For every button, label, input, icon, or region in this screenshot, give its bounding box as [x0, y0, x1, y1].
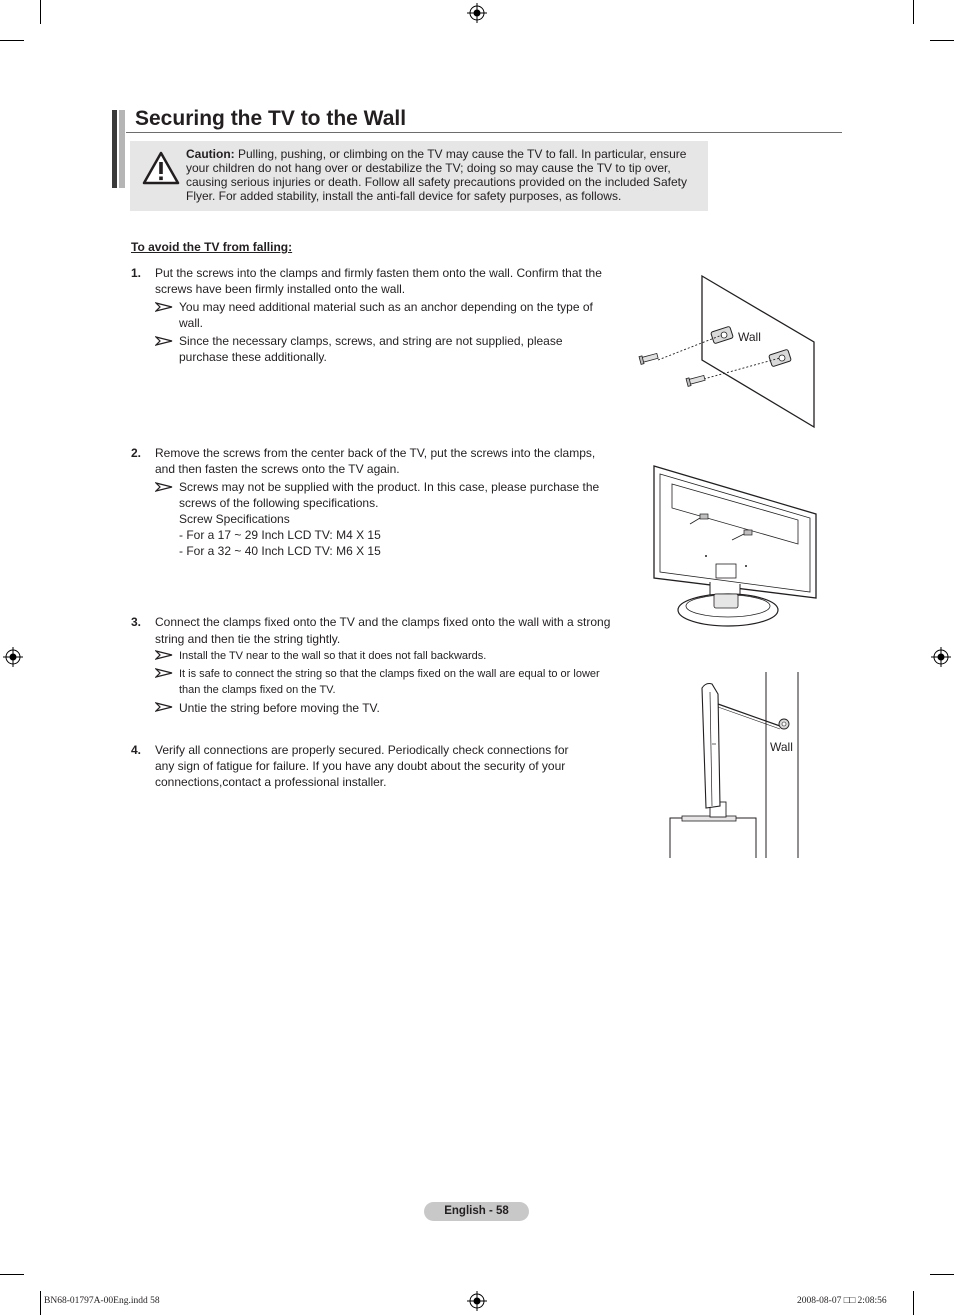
note-line: wall.	[179, 316, 204, 330]
step-line: Verify all connections are properly secured. Periodically check connections for	[155, 743, 569, 757]
crop-mark	[913, 1291, 914, 1315]
step-text	[155, 742, 625, 790]
tv-back-illustration	[648, 462, 820, 632]
note-line: Install the TV near to the wall so that it does not fall backwards.	[179, 650, 487, 662]
title-accent-bar	[112, 110, 117, 188]
step-line: string and then tie the string tightly.	[155, 632, 341, 646]
step-line: screws have been firmly installed onto the wall.	[155, 282, 406, 296]
note-line: - For a 17 ~ 29 Inch LCD TV: M4 X 15	[179, 528, 381, 542]
caution-box	[130, 141, 708, 211]
step-number: 4.	[131, 743, 142, 757]
crop-mark	[0, 1274, 24, 1275]
note-line: Screw Specifications	[179, 512, 290, 526]
step-number: 3.	[131, 615, 142, 629]
note-text	[179, 333, 624, 365]
print-slug-right: 2008-08-07 □□ 2:08:56	[797, 1296, 887, 1306]
note-line: Untie the string before moving the TV.	[179, 701, 380, 715]
wall-label: Wall	[770, 740, 793, 754]
step-text	[155, 445, 625, 477]
step-text	[155, 614, 625, 648]
section-subheading: To avoid the TV from falling:	[131, 240, 293, 254]
step-number: 2.	[131, 446, 142, 460]
wall-clamp-illustration	[638, 274, 818, 430]
warning-triangle-icon	[142, 151, 180, 185]
crop-mark	[40, 0, 41, 24]
note-text	[179, 479, 624, 559]
note-line: than the clamps fixed on the TV.	[179, 684, 336, 696]
note-line: screws of the following specifications.	[179, 496, 379, 510]
note-arrow-icon	[155, 702, 173, 712]
note-text	[179, 700, 624, 716]
note-arrow-icon	[155, 302, 173, 312]
crop-mark	[913, 0, 914, 24]
step-line: Remove the screws from the center back of the TV, put the screws into the clamps,	[155, 446, 596, 460]
print-slug-left: BN68-01797A-00Eng.indd 58	[44, 1296, 160, 1306]
step-line: connections,contact a professional installer.	[155, 775, 387, 789]
registration-mark-icon	[931, 647, 951, 667]
title-divider	[126, 132, 842, 133]
page-title: Securing the TV to the Wall	[135, 107, 407, 130]
title-accent-bar	[119, 110, 125, 188]
note-line: purchase these additionally.	[179, 350, 327, 364]
wall-label: Wall	[738, 330, 761, 344]
crop-mark	[930, 40, 954, 41]
note-arrow-icon	[155, 482, 173, 492]
step-text	[155, 265, 625, 297]
note-text	[179, 648, 624, 664]
step-line: Put the screws into the clamps and firmly fasten them onto the wall. Confirm that the	[155, 266, 602, 280]
note-text	[179, 666, 624, 698]
caution-text	[186, 147, 704, 203]
crop-mark	[40, 1291, 41, 1315]
crop-mark	[930, 1274, 954, 1275]
note-line: Screws may not be supplied with the product. In this case, please purchase the	[179, 480, 600, 494]
registration-mark-icon	[467, 1291, 487, 1311]
note-text	[179, 299, 624, 331]
step-line: any sign of fatigue for failure. If you have any doubt about the security of your	[155, 759, 566, 773]
note-arrow-icon	[155, 650, 173, 660]
note-arrow-icon	[155, 336, 173, 346]
step-line: Connect the clamps fixed onto the TV and the clamps fixed onto the wall with a strong	[155, 615, 611, 629]
note-line: It is safe to connect the string so that the clamps fixed on the wall are equal to or lower	[179, 668, 600, 680]
tv-tied-to-wall-illustration	[666, 670, 806, 860]
step-number: 1.	[131, 266, 142, 280]
note-line: You may need additional material such as an anchor depending on the type of	[179, 300, 593, 314]
step-line: and then fasten the screws onto the TV again.	[155, 462, 400, 476]
registration-mark-icon	[467, 3, 487, 23]
note-line: Since the necessary clamps, screws, and string are not supplied, please	[179, 334, 563, 348]
caution-label: Caution:	[186, 147, 235, 161]
note-arrow-icon	[155, 668, 173, 678]
crop-mark	[0, 40, 24, 41]
note-line: - For a 32 ~ 40 Inch LCD TV: M6 X 15	[179, 544, 381, 558]
registration-mark-icon	[3, 647, 23, 667]
page-number-badge: English - 58	[424, 1202, 529, 1221]
caution-body: Pulling, pushing, or climbing on the TV may cause the TV to fall. In particular, ensure your children do not hang over or destabilize the TV; doing so may cause the TV to tip over, causing serious injuries or death. Follow all safety precautions provided on the included Safety Flyer. For added stability, install the anti-fall device for safety purposes, as follows.	[186, 147, 687, 203]
